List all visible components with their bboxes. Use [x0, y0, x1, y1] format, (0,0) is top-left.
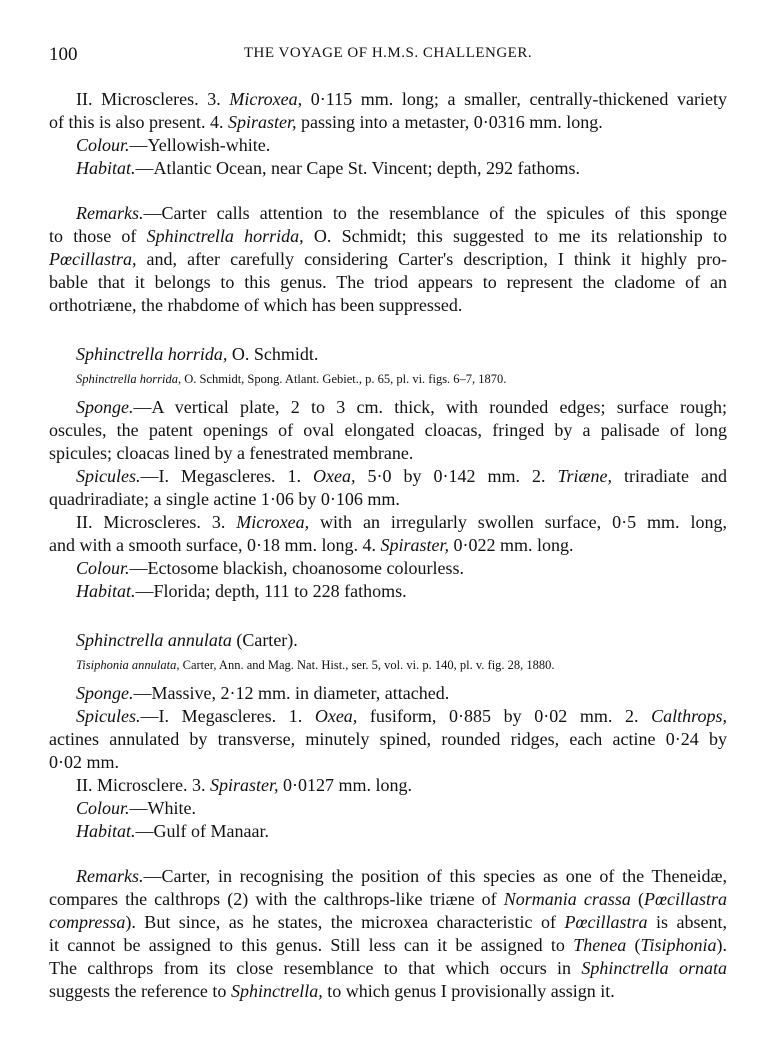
microscleres-line-1: II. Microscleres. 3. Microxea, 0·115 mm. long; a smaller, centrally-thickened variety: [76, 89, 727, 109]
remarks-1-line-4: bable that it belongs to this genus. The triod appears to represent the cladome of an: [49, 272, 727, 292]
remarks-1-line-3: Pœcillastra, and, after carefully considering Carter's description, I think it highly pro-: [49, 249, 727, 269]
microscleres-horrida-line-1: II. Microscleres. 3. Microxea, with an irregularly swollen surface, 0·5 mm. long,: [76, 512, 727, 532]
remarks-2-line-5: The calthrops from its close resemblance to that which occurs in Sphinctrella ornata: [49, 958, 728, 978]
sponge-line-3: spicules; cloacas lined by a fenestrated membrane.: [49, 443, 414, 463]
spicules-annulata-line-3: 0·02 mm.: [49, 752, 119, 772]
remarks-1-line-5: orthotriæne, the rhabdome of which has been suppressed.: [49, 295, 463, 315]
remarks-2-line-3: compressa). But since, as he states, the microxea characteristic of Pœcillastra is absent,: [49, 912, 727, 932]
colour-line: Colour.—Yellowish-white.: [76, 135, 271, 155]
remarks-2-line-1: Remarks.—Carter, in recognising the position of this species as one of the Theneidæ,: [76, 866, 727, 886]
reference-annulata: Tisiphonia annulata, Carter, Ann. and Mag. Nat. Hist., ser. 5, vol. vi. p. 140, pl. v. fig. 28, 1880.: [76, 658, 555, 672]
colour-annulata: Colour.—White.: [76, 798, 197, 818]
sponge-line-2: oscules, the patent openings of oval elongated cloacas, fringed by a palisade of long: [49, 420, 727, 440]
page-number: 100: [49, 44, 78, 65]
page-header: [49, 44, 727, 68]
species-heading-annulata: Sphinctrella annulata (Carter).: [76, 630, 298, 650]
microsclere-annulata: II. Microsclere. 3. Spiraster, 0·0127 mm. long.: [76, 775, 412, 795]
spicules-line-2: quadriradiate; a single actine 1·06 by 0·106 mm.: [49, 489, 400, 509]
microscleres-horrida-line-2: and with a smooth surface, 0·18 mm. long. 4. Spiraster, 0·022 mm. long.: [49, 535, 574, 555]
spicules-annulata-line-1: Spicules.—I. Megascleres. 1. Oxea, fusiform, 0·885 by 0·02 mm. 2. Calthrops,: [76, 706, 728, 726]
sponge-line-1: Sponge.—A vertical plate, 2 to 3 cm. thick, with rounded edges; surface rough;: [76, 397, 727, 417]
colour-horrida: Colour.—Ectosome blackish, choanosome colourless.: [76, 558, 464, 578]
remarks-1-line-1: Remarks.—Carter calls attention to the resemblance of the spicules of this sponge: [76, 203, 727, 223]
habitat-horrida: Habitat.—Florida; depth, 111 to 228 fathoms.: [76, 581, 407, 601]
sponge-annulata: Sponge.—Massive, 2·12 mm. in diameter, attached.: [76, 683, 450, 703]
remarks-2-line-4: it cannot be assigned to this genus. Still less can it be assigned to Thenea (Tisiphonia).: [49, 935, 727, 955]
microscleres-line-2: of this is also present. 4. Spiraster, passing into a metaster, 0·0316 mm. long.: [49, 112, 603, 132]
spicules-annulata-line-2: actines annulated by transverse, minutely spined, rounded ridges, each actine 0·24 by: [49, 729, 727, 749]
spicules-line-1: Spicules.—I. Megascleres. 1. Oxea, 5·0 by 0·142 mm. 2. Triæne, triradiate and: [76, 466, 728, 486]
remarks-2-line-2: compares the calthrops (2) with the calthrops-like triæne of Normania crassa (Pœcillastra: [49, 889, 727, 909]
species-heading-horrida: Sphinctrella horrida, O. Schmidt.: [76, 344, 319, 364]
running-title: THE VOYAGE OF H.M.S. CHALLENGER.: [243, 45, 533, 61]
habitat-annulata: Habitat.—Gulf of Manaar.: [76, 821, 269, 841]
remarks-1-line-2: to those of Sphinctrella horrida, O. Schmidt; this suggested to me its relationship to: [49, 226, 727, 246]
habitat-line: Habitat.—Atlantic Ocean, near Cape St. Vincent; depth, 292 fathoms.: [76, 158, 580, 178]
remarks-2-line-6: suggests the reference to Sphinctrella, to which genus I provisionally assign it.: [49, 981, 615, 1001]
reference-horrida: Sphinctrella horrida, O. Schmidt, Spong. Atlant. Gebiet., p. 65, pl. vi. figs. 6–7, 1870.: [76, 372, 507, 386]
